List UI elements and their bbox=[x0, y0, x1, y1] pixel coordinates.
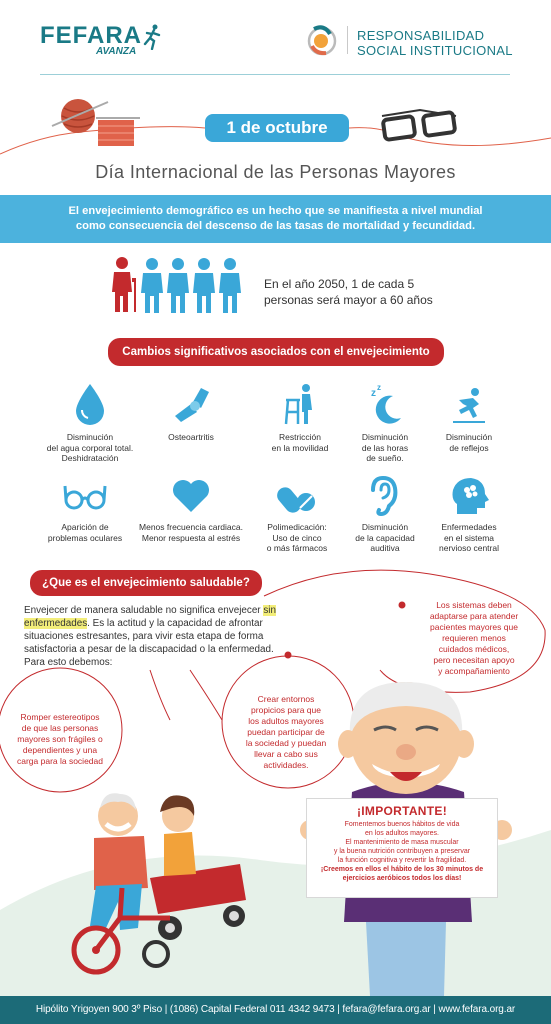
condition-line: Uso de cinco bbox=[272, 532, 322, 543]
rsi-text bbox=[357, 28, 513, 58]
important-callout-2: ejercicios aeróbicos todos los días! bbox=[342, 875, 462, 882]
bubble-left-line: mayores son frágiles o bbox=[17, 734, 103, 744]
moon-sleep-icon bbox=[365, 382, 405, 426]
important-body bbox=[307, 820, 497, 865]
condition-item bbox=[30, 476, 140, 543]
condition-line: de las horas bbox=[361, 442, 409, 453]
changes-title: Cambios significativos asociados con el envejecimiento bbox=[108, 338, 444, 366]
walker-icon bbox=[280, 382, 320, 426]
bubble-center-line: actividades. bbox=[263, 760, 309, 770]
condition-line: en la movilidad bbox=[271, 442, 329, 453]
header bbox=[0, 0, 551, 80]
condition-line: Aparición de bbox=[61, 522, 109, 532]
important-callout-1: ¡Creemos en ellos el hábito de los 30 minutos de bbox=[320, 866, 484, 873]
bubble-right bbox=[414, 600, 534, 677]
brain-head-icon bbox=[447, 476, 491, 516]
condition-line: de la capacidad bbox=[355, 532, 415, 543]
date-badge: 1 de octubre bbox=[205, 114, 349, 142]
bubble-right-line: cuidados médicos, bbox=[438, 644, 510, 654]
date-row bbox=[0, 96, 551, 156]
condition-item bbox=[35, 382, 145, 464]
condition-line: auditiva bbox=[370, 543, 400, 553]
condition-line: Restricción bbox=[278, 432, 322, 442]
bubble-left-line: carga para la sociedad bbox=[16, 756, 103, 766]
important-line: en los adultos mayores. bbox=[365, 830, 439, 837]
condition-line: de sueño. bbox=[366, 453, 404, 463]
healthy-aging-title: ¿Que es el envejecimiento saludable? bbox=[30, 570, 262, 596]
paragraph-part-2: . Es la actitud y la capacidad de afrontar situaciones estresantes, para vivir esta etapa de forma satisfactoria a pesar de la discapacidad o la enfermedad. bbox=[24, 618, 274, 655]
bubble-right-line: Los sistemas deben bbox=[436, 600, 512, 610]
rsi-line-2: SOCIAL INSTITUCIONAL bbox=[357, 43, 513, 58]
condition-line: Menos frecuencia cardiaca. bbox=[139, 522, 243, 532]
ear-icon bbox=[363, 476, 407, 516]
condition-line: Disminución bbox=[361, 522, 409, 532]
condition-line: o más fármacos bbox=[266, 543, 328, 553]
bubble-right-line: requieren menos bbox=[442, 633, 506, 643]
fefara-logo-sub: AVANZA bbox=[96, 46, 137, 57]
heart-icon bbox=[169, 476, 213, 516]
bubble-right-line: pacientes mayores que bbox=[430, 622, 518, 632]
bone-joint-icon bbox=[171, 382, 211, 426]
bubble-left-line: de que las personas bbox=[21, 723, 99, 733]
bubble-center-line: llevar a cabo sus bbox=[254, 749, 318, 759]
important-sign bbox=[306, 798, 498, 898]
paragraph-part-3: Para esto debemos: bbox=[24, 657, 113, 668]
condition-line: Menor respuesta al estrés bbox=[141, 532, 241, 543]
bubble-center-line: propicios para que bbox=[251, 705, 321, 715]
important-line: El mantenimiento de masa muscular bbox=[345, 839, 459, 846]
condition-line: Enfermedades bbox=[441, 522, 497, 532]
page-title: Día Internacional de las Personas Mayores bbox=[95, 162, 456, 182]
condition-line: Disminución bbox=[66, 432, 114, 442]
rsi-line-1: RESPONSABILIDAD bbox=[357, 28, 485, 43]
bubble-center-line: puedan participar de bbox=[247, 727, 325, 737]
banner-line-2: como consecuencia del descenso de las tasas de mortalidad y fecundidad. bbox=[75, 220, 476, 232]
bubble-center-line: la sociedad y puedan bbox=[245, 738, 327, 748]
paragraph-highlight: sin enfermedades bbox=[24, 605, 276, 629]
condition-line: nervioso central bbox=[438, 543, 499, 553]
runner-icon bbox=[142, 24, 162, 50]
condition-line: Disminución bbox=[361, 432, 409, 442]
grandpa-tricycle-illustration bbox=[60, 768, 260, 978]
important-line: la función cognitiva y revertir la fragilidad. bbox=[337, 857, 467, 864]
banner-line-1: El envejecimiento demográfico es un hecho que se manifiesta a nivel mundial bbox=[68, 205, 483, 217]
bubble-center-line: los adultos mayores bbox=[248, 716, 324, 726]
intro-banner bbox=[0, 195, 551, 243]
fefara-logo[interactable]: FEFARA bbox=[40, 22, 142, 49]
stat-line-2: personas será mayor a 60 años bbox=[264, 293, 433, 307]
condition-line: Deshidratación bbox=[61, 453, 119, 463]
condition-item bbox=[414, 476, 524, 554]
pills-icon bbox=[275, 476, 319, 516]
svg-text:z: z bbox=[377, 383, 381, 392]
logo-separator bbox=[347, 26, 348, 54]
bubble-center-line: Crear entornos bbox=[257, 694, 315, 704]
condition-item bbox=[136, 382, 246, 443]
condition-line: Polimedicación: bbox=[267, 522, 327, 532]
condition-item bbox=[414, 382, 524, 453]
people-ratio-icon bbox=[108, 256, 248, 316]
bubble-left-line: dependientes y una bbox=[22, 745, 98, 755]
reading-glasses-icon bbox=[380, 104, 460, 144]
important-title: ¡IMPORTANTE! bbox=[356, 804, 448, 818]
condition-line: Osteoartritis bbox=[168, 432, 214, 442]
condition-line: problemas oculares bbox=[47, 532, 123, 543]
stat-text bbox=[264, 276, 464, 308]
header-divider bbox=[40, 74, 510, 75]
important-line: y la buena nutrición contribuyen a preservar bbox=[333, 848, 471, 855]
condition-item bbox=[136, 476, 246, 543]
condition-line: Disminución bbox=[445, 432, 493, 442]
rsi-logo-icon bbox=[304, 24, 340, 56]
glasses-icon bbox=[63, 476, 107, 516]
bubble-left-line: Romper estereotipos bbox=[20, 712, 100, 722]
bubble-right-line: adaptarse para atender bbox=[429, 611, 519, 621]
footer-contact[interactable]: Hipólito Yrigoyen 900 3º Piso | (1086) Capital Federal 011 4342 9473 | fefara@fefara.org.ar | www.fefara.org.ar bbox=[0, 996, 551, 1024]
condition-line: de reflejos bbox=[449, 442, 489, 453]
paragraph-part-1: Envejecer de manera saludable no significa envejecer bbox=[24, 605, 261, 616]
condition-line: del agua corporal total. bbox=[46, 442, 134, 453]
svg-text:z: z bbox=[371, 388, 376, 399]
bubble-right-line: pero necesitan apoyo bbox=[433, 655, 515, 665]
important-line: Fomentemos buenos hábitos de vida bbox=[344, 821, 460, 828]
stat-line-1: En el año 2050, 1 de cada 5 bbox=[264, 277, 415, 291]
water-drop-icon bbox=[70, 382, 110, 426]
falling-person-icon bbox=[449, 382, 489, 426]
condition-line: en el sistema bbox=[443, 532, 495, 543]
bubble-right-line: y acompañamiento bbox=[438, 666, 510, 676]
